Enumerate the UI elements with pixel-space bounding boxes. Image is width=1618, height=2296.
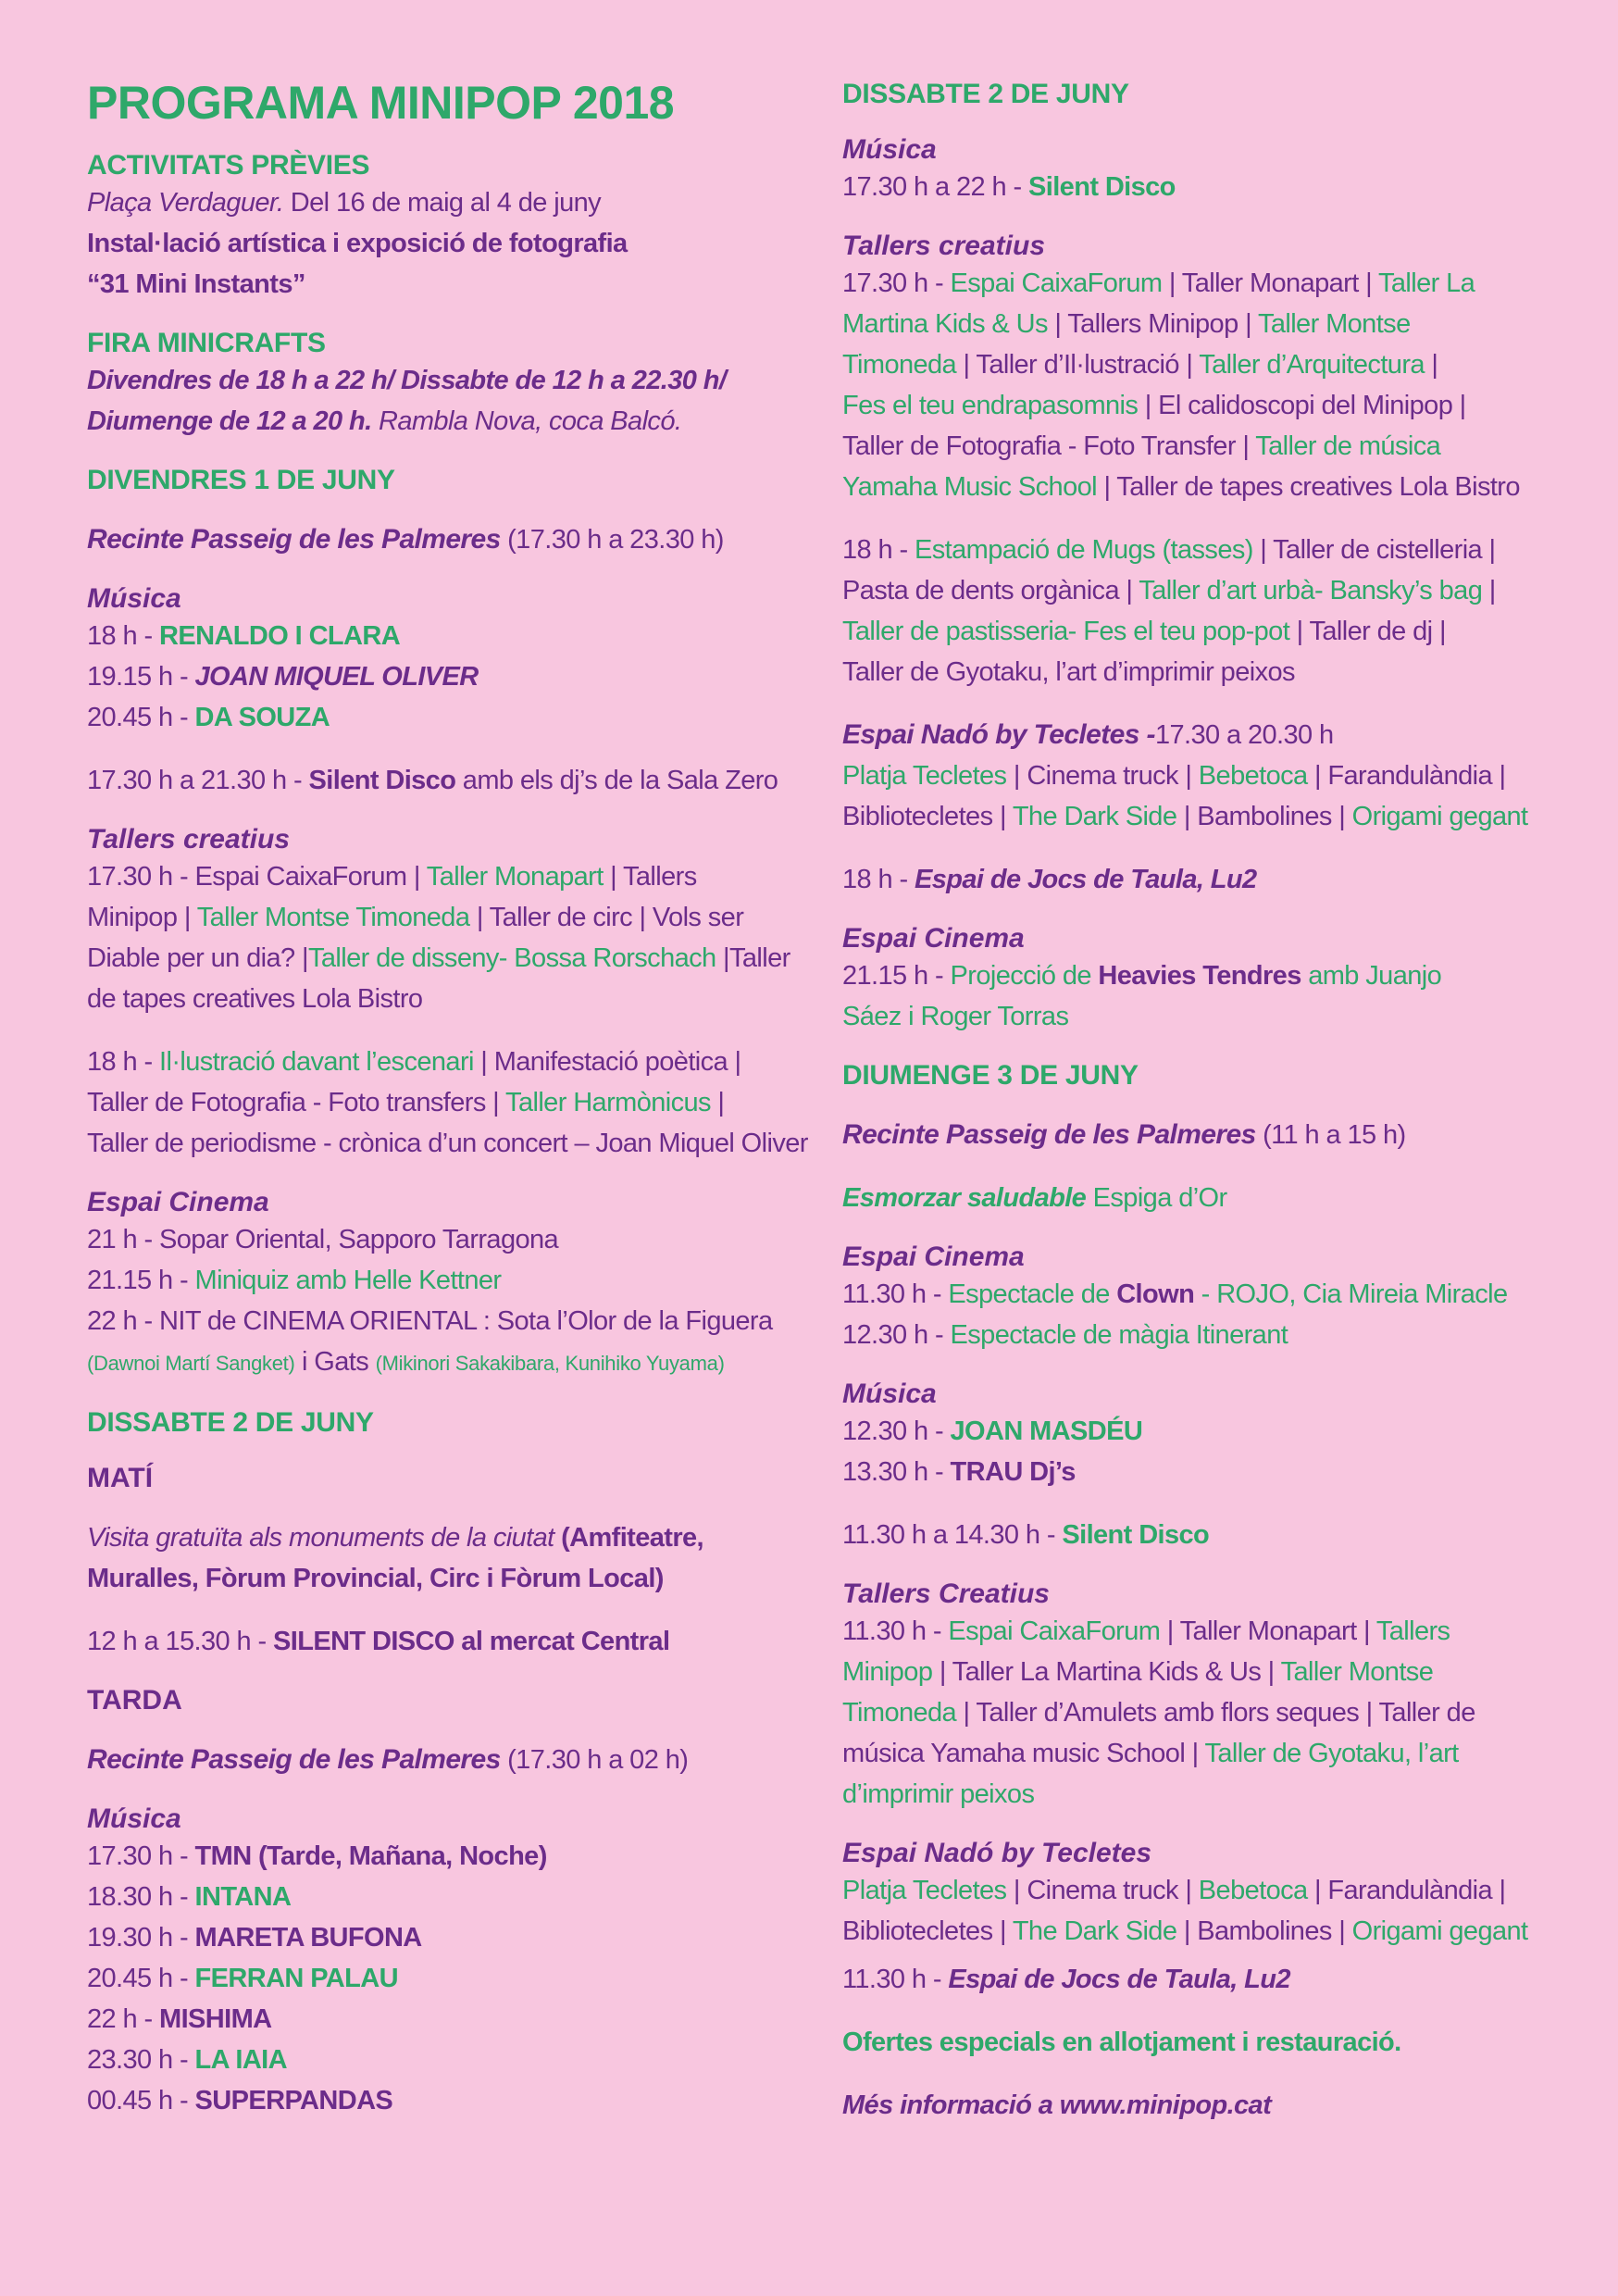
installation: Instal·lació artística i exposició de fotografia xyxy=(87,229,628,258)
time: 20.45 h - xyxy=(87,1964,195,1993)
page-title: PROGRAMA MINIPOP 2018 xyxy=(87,77,675,129)
day-header: DIVENDRES 1 DE JUNY xyxy=(87,465,395,495)
subheader: Espai Cinema xyxy=(87,1187,269,1217)
venue-time: (17.30 h a 02 h) xyxy=(500,1745,689,1775)
fira-minicrafts xyxy=(87,327,818,442)
day-header: DISSABTE 2 DE JUNY xyxy=(842,79,1129,109)
mati-header: MATÍ xyxy=(87,1463,154,1493)
text: | Taller d’Il·lustració | xyxy=(956,350,1200,380)
text: The Dark Side xyxy=(1012,802,1177,831)
diumenge-silent xyxy=(842,1515,1564,1555)
divendres-18h xyxy=(87,1042,818,1164)
text: | Bambolines | xyxy=(1176,802,1352,831)
text: Minipop xyxy=(87,903,178,932)
text: Minipop xyxy=(842,1657,933,1687)
text: Espiga d’Or xyxy=(1086,1183,1227,1213)
artist: FERRAN PALAU xyxy=(194,1964,398,1993)
time: 17.30 h - xyxy=(87,1841,195,1871)
text: Visita gratuïta als monuments de la ciutat xyxy=(87,1523,554,1553)
text: Taller de Gyotaku, l’art d’imprimir peixos xyxy=(842,657,1295,687)
dissabte-cinema-right xyxy=(842,922,1564,1037)
text: | xyxy=(992,802,1013,831)
activitats-previes xyxy=(87,149,818,305)
dissabte-header-block xyxy=(87,1406,818,1440)
info-block xyxy=(842,2085,1564,2126)
subheader: Música xyxy=(842,1379,937,1409)
text: de tapes creatives Lola Bistro xyxy=(87,984,423,1014)
venue: Recinte Passeig de les Palmeres xyxy=(87,524,501,555)
text: Sáez i Roger Torras xyxy=(842,1002,1069,1031)
text: música Yamaha music School | xyxy=(842,1739,1205,1768)
venue-time: (17.30 h a 23.30 h) xyxy=(500,525,724,555)
left-column xyxy=(87,78,818,2143)
text: Taller Harmònicus xyxy=(505,1088,711,1117)
fira-schedule: Divendres de 18 h a 22 h/ Dissabte de 12 h a 22.30 h/ xyxy=(87,366,727,395)
text: Esmorzar saludable xyxy=(842,1183,1087,1213)
diumenge-header-block xyxy=(842,1059,1564,1092)
text: | Farandulàndia | xyxy=(1307,761,1506,791)
text: | Tallers xyxy=(603,862,697,892)
text: - ROJO, Cia Mireia Miracle xyxy=(1194,1279,1508,1309)
time: 19.15 h - xyxy=(87,662,195,692)
event: Silent Disco xyxy=(1028,172,1176,202)
text: Yamaha Music School xyxy=(842,472,1097,502)
text: Origami gegant xyxy=(1351,802,1528,831)
time: 18 h - xyxy=(87,621,160,651)
text: Taller La xyxy=(1378,268,1475,298)
artist: JOAN MIQUEL OLIVER xyxy=(194,662,479,692)
subheader: Tallers creatius xyxy=(87,824,291,855)
text: | Bambolines | xyxy=(1176,1916,1352,1946)
time: 12 h a 15.30 h - xyxy=(87,1627,274,1656)
text: Platja Tecletes xyxy=(842,1876,1007,1905)
right-column xyxy=(842,78,1564,2148)
time: 17.30 a 20.30 h xyxy=(1154,720,1334,750)
artist: RENALDO I CLARA xyxy=(159,621,401,651)
text: Taller de Fotografia - Foto transfers | xyxy=(87,1088,506,1117)
subheader: Espai Cinema xyxy=(842,1242,1025,1272)
text: Projecció de xyxy=(950,961,1099,991)
text: Diable per un dia? | xyxy=(87,943,308,973)
text: Il·lustració davant l’escenari xyxy=(159,1047,474,1077)
diumenge-jocs xyxy=(842,1959,1564,2000)
text: | Cinema truck | xyxy=(1006,1876,1199,1905)
text: Tallers xyxy=(1375,1616,1450,1646)
time: 23.30 h - xyxy=(87,2045,195,2075)
time: 21.15 h - xyxy=(87,1266,195,1295)
text: Miniquiz amb Helle Kettner xyxy=(194,1266,502,1295)
text: Taller de periodisme - crònica d’un concert – Joan Miquel Oliver xyxy=(87,1129,808,1158)
text: Taller d’art urbà- Bansky’s bag xyxy=(1139,576,1483,605)
time: 18 h - xyxy=(842,865,915,894)
subheader: Música xyxy=(842,134,937,165)
text: Origami gegant xyxy=(1351,1916,1528,1946)
text: Timoneda xyxy=(842,1698,957,1728)
text: Taller de pastisseria- Fes el teu pop-pot xyxy=(842,617,1290,646)
dissabte-recinte xyxy=(87,1740,818,1780)
artist: INTANA xyxy=(194,1882,292,1912)
text: | Taller Monapart | xyxy=(1160,1616,1376,1646)
text: i Gats xyxy=(294,1347,376,1377)
subheader: Música xyxy=(87,583,181,614)
artist: DA SOUZA xyxy=(194,703,330,732)
text: Muralles, Fòrum Provincial, Circ i Fòrum Local) xyxy=(87,1564,664,1593)
text: Taller de música xyxy=(1255,431,1441,461)
diumenge-tallers xyxy=(842,1578,1564,1815)
time: 17.30 h - xyxy=(842,268,951,298)
venue: Recinte Passeig de les Palmeres xyxy=(87,1744,501,1775)
text: | Tallers Minipop | xyxy=(1047,309,1258,339)
artist: SUPERPANDAS xyxy=(194,2086,393,2115)
text: Taller de Gyotaku, l’art xyxy=(1204,1739,1459,1768)
text: Taller Monapart xyxy=(426,862,604,892)
time: 12.30 h - xyxy=(842,1416,951,1446)
text: | Taller de tapes creatives Lola Bistro xyxy=(1096,472,1520,502)
venue: Recinte Passeig de les Palmeres xyxy=(842,1119,1256,1150)
dissabte-tallers-right xyxy=(842,230,1564,507)
time: 18.30 h - xyxy=(87,1882,195,1912)
text: Clown xyxy=(1116,1279,1195,1309)
text: | Taller de dj | xyxy=(1289,617,1446,646)
text: Espai de Jocs de Taula, Lu2 xyxy=(915,865,1257,894)
divendres-tallers xyxy=(87,823,818,1019)
time: 00.45 h - xyxy=(87,2086,195,2115)
text: Bibliotecletes xyxy=(842,802,993,831)
event-detail: amb els dj’s de la Sala Zero xyxy=(455,766,778,795)
text: Bibliotecletes xyxy=(842,1916,993,1946)
text: (Amfiteatre, xyxy=(554,1523,704,1553)
dissabte-18h-right xyxy=(842,530,1564,693)
text: Taller de Fotografia - Foto Transfer | xyxy=(842,431,1256,461)
text: Taller Montse Timoneda xyxy=(196,903,470,932)
dissabte-header-right xyxy=(842,78,1564,111)
installation-title: “31 Mini Instants” xyxy=(87,269,305,299)
time: 12.30 h - xyxy=(842,1320,951,1350)
text: The Dark Side xyxy=(1012,1916,1177,1946)
text: Espectacle de xyxy=(948,1279,1117,1309)
silent-mercat xyxy=(87,1621,818,1662)
text: Taller Montse xyxy=(1257,309,1411,339)
subheader: Espai Nadó by Tecletes - xyxy=(842,719,1155,750)
text: Bebetoca xyxy=(1198,761,1308,791)
text: Taller Montse xyxy=(1280,1657,1434,1687)
text: Estampació de Mugs (tasses) xyxy=(915,535,1253,565)
text: (Dawnoi Martí Sangket) xyxy=(87,1352,295,1375)
text: | Taller d’Amulets amb flors seques | Taller de xyxy=(956,1698,1475,1728)
text: Espai CaixaForum xyxy=(948,1616,1161,1646)
text: | Farandulàndia | xyxy=(1307,1876,1506,1905)
event: Silent Disco xyxy=(308,766,456,795)
subheader: Música xyxy=(87,1803,181,1834)
text: Bebetoca xyxy=(1198,1876,1308,1905)
text: Espai de Jocs de Taula, Lu2 xyxy=(948,1965,1290,1994)
time: 11.30 h - xyxy=(842,1279,949,1309)
event: SILENT DISCO al mercat Central xyxy=(273,1627,670,1656)
text: | Taller de circ | Vols ser xyxy=(469,903,744,932)
visita-block xyxy=(87,1517,818,1599)
text: d’imprimir peixos xyxy=(842,1779,1035,1809)
day-header: DISSABTE 2 DE JUNY xyxy=(87,1407,374,1438)
divendres-silent xyxy=(87,760,818,801)
artist: LA IAIA xyxy=(194,2045,287,2075)
section-header: ACTIVITATS PRÈVIES xyxy=(87,150,370,181)
text: | xyxy=(710,1088,725,1117)
more-info-link[interactable]: Més informació a www.minipop.cat xyxy=(842,2090,1272,2120)
diumenge-recinte xyxy=(842,1115,1564,1155)
text: | Manifestació poètica | xyxy=(473,1047,741,1077)
fira-sunday: Diumenge de 12 a 20 h. xyxy=(87,406,372,436)
venue-time: (11 h a 15 h) xyxy=(1255,1120,1406,1150)
diumenge-nado xyxy=(842,1837,1564,1952)
time: 20.45 h - xyxy=(87,703,195,732)
ofertes-block xyxy=(842,2022,1564,2063)
time: 13.30 h - xyxy=(842,1457,951,1487)
mati-block xyxy=(87,1462,818,1495)
text: | Taller La Martina Kids & Us | xyxy=(932,1657,1281,1687)
subheader: Espai Nadó by Tecletes xyxy=(842,1838,1152,1868)
text: 17.30 h - Espai CaixaForum xyxy=(87,862,407,892)
text: | El calidoscopi del Minipop | xyxy=(1138,391,1466,420)
subheader: Tallers Creatius xyxy=(842,1578,1050,1609)
time: 18 h - xyxy=(87,1047,160,1077)
time: 18 h - xyxy=(842,535,915,565)
text: amb Juanjo xyxy=(1301,961,1442,991)
text: Platja Tecletes xyxy=(842,761,1007,791)
text: Espectacle de màgia Itinerant xyxy=(950,1320,1288,1350)
dissabte-musica xyxy=(87,1803,818,2121)
day-header: DIUMENGE 3 DE JUNY xyxy=(842,1060,1139,1091)
text: | xyxy=(992,1916,1013,1946)
text: Martina Kids & Us xyxy=(842,309,1048,339)
text: | Taller Monapart | xyxy=(1162,268,1378,298)
time: 11.30 h a 14.30 h - xyxy=(842,1520,1063,1550)
diumenge-cinema xyxy=(842,1241,1564,1355)
time: 22 h - xyxy=(87,2004,160,2034)
time: 11.30 h - xyxy=(842,1616,949,1646)
artist: TMN (Tarde, Mañana, Noche) xyxy=(194,1841,547,1871)
text: (Mikinori Sakakibara, Kunihiko Yuyama) xyxy=(375,1352,725,1375)
tarda-header: TARDA xyxy=(87,1685,182,1716)
text: 21 h - Sopar Oriental, Sapporo Tarragona xyxy=(87,1225,559,1254)
time: 11.30 h - xyxy=(842,1965,949,1994)
section-header: FIRA MINICRAFTS xyxy=(87,328,326,358)
text: | Cinema truck | xyxy=(1006,761,1199,791)
text: Pasta de dents orgànica | xyxy=(842,576,1139,605)
subheader: Tallers creatius xyxy=(842,231,1046,261)
time: 17.30 h a 22 h - xyxy=(842,172,1029,202)
text: Heavies Tendres xyxy=(1098,961,1301,991)
event: Silent Disco xyxy=(1062,1520,1210,1550)
dissabte-musica-right xyxy=(842,133,1564,207)
text: Fes el teu endrapasomnis xyxy=(842,391,1139,420)
artist: JOAN MASDÉU xyxy=(950,1416,1143,1446)
diumenge-musica xyxy=(842,1378,1564,1492)
artist: TRAU Dj’s xyxy=(950,1457,1076,1487)
text: Timoneda xyxy=(842,350,957,380)
dissabte-nado xyxy=(842,715,1564,837)
time: 17.30 h a 21.30 h - xyxy=(87,766,309,795)
text: |Taller xyxy=(716,943,790,973)
text: | xyxy=(1482,576,1496,605)
tarda-block xyxy=(87,1684,818,1717)
diumenge-esmorzar xyxy=(842,1178,1564,1218)
artist: MARETA BUFONA xyxy=(194,1923,422,1953)
text: | xyxy=(1424,350,1438,380)
sep: | xyxy=(177,903,197,932)
dates: Del 16 de maig al 4 de juny xyxy=(283,188,602,218)
place: Plaça Verdaguer. xyxy=(87,188,284,218)
text: | Taller de cistelleria | xyxy=(1252,535,1496,565)
text: 22 h - NIT de CINEMA ORIENTAL : Sota l’Olor de la Figuera xyxy=(87,1306,773,1336)
subheader: Espai Cinema xyxy=(842,923,1025,954)
fira-place: Rambla Nova, coca Balcó. xyxy=(371,406,682,436)
text: Taller d’Arquitectura xyxy=(1199,350,1425,380)
ofertes: Ofertes especials en allotjament i restauració. xyxy=(842,2028,1401,2057)
dissabte-jocs xyxy=(842,859,1564,900)
time: 19.30 h - xyxy=(87,1923,195,1953)
divendres-header-block xyxy=(87,464,818,497)
time: 21.15 h - xyxy=(842,961,951,991)
divendres-musica xyxy=(87,582,818,738)
divendres-cinema xyxy=(87,1186,818,1384)
text: Espai CaixaForum xyxy=(950,268,1163,298)
divendres-recinte xyxy=(87,519,818,560)
sep: | xyxy=(406,862,427,892)
text: Taller de disseny- Bossa Rorschach xyxy=(307,943,716,973)
artist: MISHIMA xyxy=(159,2004,272,2034)
